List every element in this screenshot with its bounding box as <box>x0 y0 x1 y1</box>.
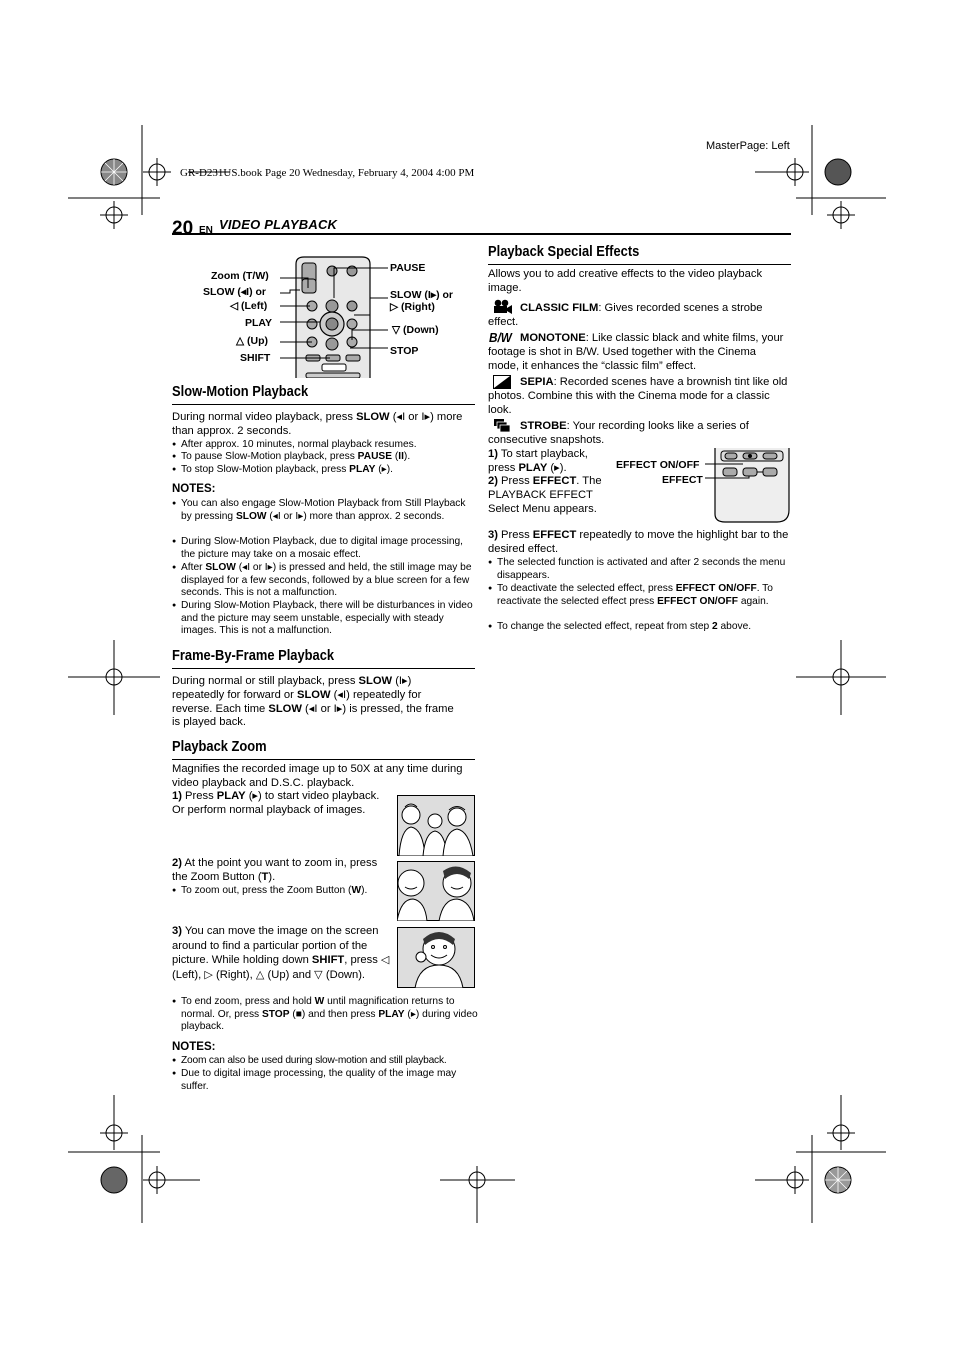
effects-intro: Allows you to add creative effects to the video playback image. <box>488 268 763 294</box>
rule-playback-zoom <box>172 759 475 760</box>
effects-step-3: 3) Press EFFECT repeatedly to move the highlight bar to the desired effect. <box>488 529 789 555</box>
label-play: PLAY <box>245 317 273 329</box>
label-effect-onoff: EFFECT ON/OFF <box>616 459 700 471</box>
rule-frame-by-frame <box>172 668 475 669</box>
heading-slow-motion: Slow-Motion Playback <box>172 383 309 400</box>
heading-frame-by-frame: Frame-By-Frame Playback <box>172 647 335 664</box>
effect-strobe: STROBE: Your recording looks like a series of consecutive snapshots. <box>488 420 749 446</box>
label-slow-right: SLOW (I▸) or <box>390 289 454 301</box>
label-left: ◁ (Left) <box>230 300 268 312</box>
slow-motion-note: ● During Slow-Motion Playback, due to digital image processing, the picture may take on a mosaic effect. <box>172 536 477 561</box>
label-up: △ (Up) <box>236 335 268 347</box>
slow-motion-note: ● During Slow-Motion Playback, there will be disturbances in video and the picture may seem unstable, especially with steady images. This is not a malfunction. <box>172 600 481 638</box>
zoom-step-3-bullet: ● To end zoom, press and hold W until magnification returns to normal. Or, press STOP (■) and then press PLAY (▸) during video playback. <box>172 996 481 1034</box>
slow-motion-note: ● You can also engage Slow-Motion Playback from Still Playback by pressing SLOW (◂I or I▸) more than approx. 2 seconds. <box>172 498 477 523</box>
label-right: ▷ (Right) <box>390 301 435 313</box>
effects-bullet: ● To change the selected effect, repeat from step 2 above. <box>488 621 797 634</box>
effect-buttons-illustration <box>705 448 791 524</box>
zoom-notes-label: NOTES: <box>172 1041 216 1053</box>
slow-motion-note: ● After SLOW (◂I or I▸) is pressed and held, the still image may be displayed for a few seconds, followed by a blue screen for a few seconds. This is not a malfunction. <box>172 562 477 600</box>
effect-classic-film: CLASSIC FILM: Gives recorded scenes a strobe effect. <box>488 302 763 328</box>
language-tag: EN <box>199 225 213 236</box>
effects-bullet: ● To deactivate the selected effect, press EFFECT ON/OFF. To reactivate the selected effect press EFFECT ON/OFF again. <box>488 583 797 608</box>
effects-bullet: ● The selected function is activated and after 2 seconds the menu disappears. <box>488 557 797 582</box>
zoom-step-2-bullet: ● To zoom out, press the Zoom Button (W). <box>172 885 403 898</box>
frame-by-frame-text: During normal or still playback, press SLOW (I▸) repeatedly for forward or SLOW (◂I) repeatedly for reverse. Each time SLOW (◂I or I▸) is pressed, the frame is played back. <box>172 675 454 729</box>
zoom-note: ● Zoom can also be used during slow-motion and still playback. <box>172 1055 486 1068</box>
zoom-illustration-2 <box>397 861 475 921</box>
label-shift: SHIFT <box>240 352 271 364</box>
effect-sepia: SEPIA: Recorded scenes have a brownish tint like old photos. Combine this with the Cinema mode for a classic look. <box>488 376 788 416</box>
page-number: 20 <box>172 218 194 239</box>
section-title: VIDEO PLAYBACK <box>219 217 338 232</box>
slow-motion-intro: During normal video playback, press SLOW (◂I or I▸) more than approx. 2 seconds. <box>172 411 463 437</box>
slow-motion-bullet: ● After approx. 10 minutes, normal playback resumes. <box>172 439 476 452</box>
header-rule <box>172 233 791 235</box>
masterpage-label: MasterPage: Left <box>706 140 790 152</box>
effects-step-1: 1) To start playback, press PLAY (▸). <box>488 448 588 474</box>
label-down: ▽ (Down) <box>392 324 439 336</box>
remote-leader-lines <box>270 260 400 370</box>
zoom-step-1: 1) Press PLAY (▸) to start video playback. Or perform normal playback of images. <box>172 790 380 816</box>
zoom-step-2: 2) At the point you want to zoom in, press the Zoom Button (T). <box>172 857 378 883</box>
label-pause: PAUSE <box>390 262 426 274</box>
label-slow-left: SLOW (◂I) or <box>203 286 267 298</box>
zoom-step-3: 3) You can move the image on the screen around to find a particular portion of the picture. While holding down SHIFT, press ◁ (Left), ▷ (Right), △ (Up) and ▽ (Down). <box>172 925 390 981</box>
rule-playback-effects <box>488 264 791 265</box>
effects-step-2: 2) Press EFFECT. The PLAYBACK EFFECT Select Menu appears. <box>488 475 602 515</box>
zoom-intro: Magnifies the recorded image up to 50X at any time during video playback and D.S.C. playback. <box>172 763 463 789</box>
effect-monotone: MONOTONE: Like classic black and white films, your footage is shot in B/W. Used together with the Cinema mode, it enhances the “classic film” effect. <box>488 332 784 372</box>
zoom-illustration-3 <box>397 927 475 988</box>
label-zoom: Zoom (T/W) <box>211 270 269 282</box>
heading-playback-zoom: Playback Zoom <box>172 738 267 755</box>
rule-slow-motion <box>172 404 475 405</box>
zoom-note: ● Due to digital image processing, the quality of the image may suffer. <box>172 1068 481 1093</box>
bw-icon: B/W <box>489 330 512 345</box>
label-effect: EFFECT <box>662 474 703 486</box>
slow-motion-bullet: ● To pause Slow-Motion playback, press PAUSE (II). <box>172 451 476 464</box>
slow-motion-notes-label: NOTES: <box>172 483 216 495</box>
zoom-illustration-1 <box>397 795 475 856</box>
heading-playback-effects: Playback Special Effects <box>488 243 640 260</box>
file-info: GR-D231US.book Page 20 Wednesday, February 4, 2004 4:00 PM <box>180 167 475 179</box>
slow-motion-bullet: ● To stop Slow-Motion playback, press PLAY (▸). <box>172 464 476 477</box>
label-stop: STOP <box>390 345 419 357</box>
